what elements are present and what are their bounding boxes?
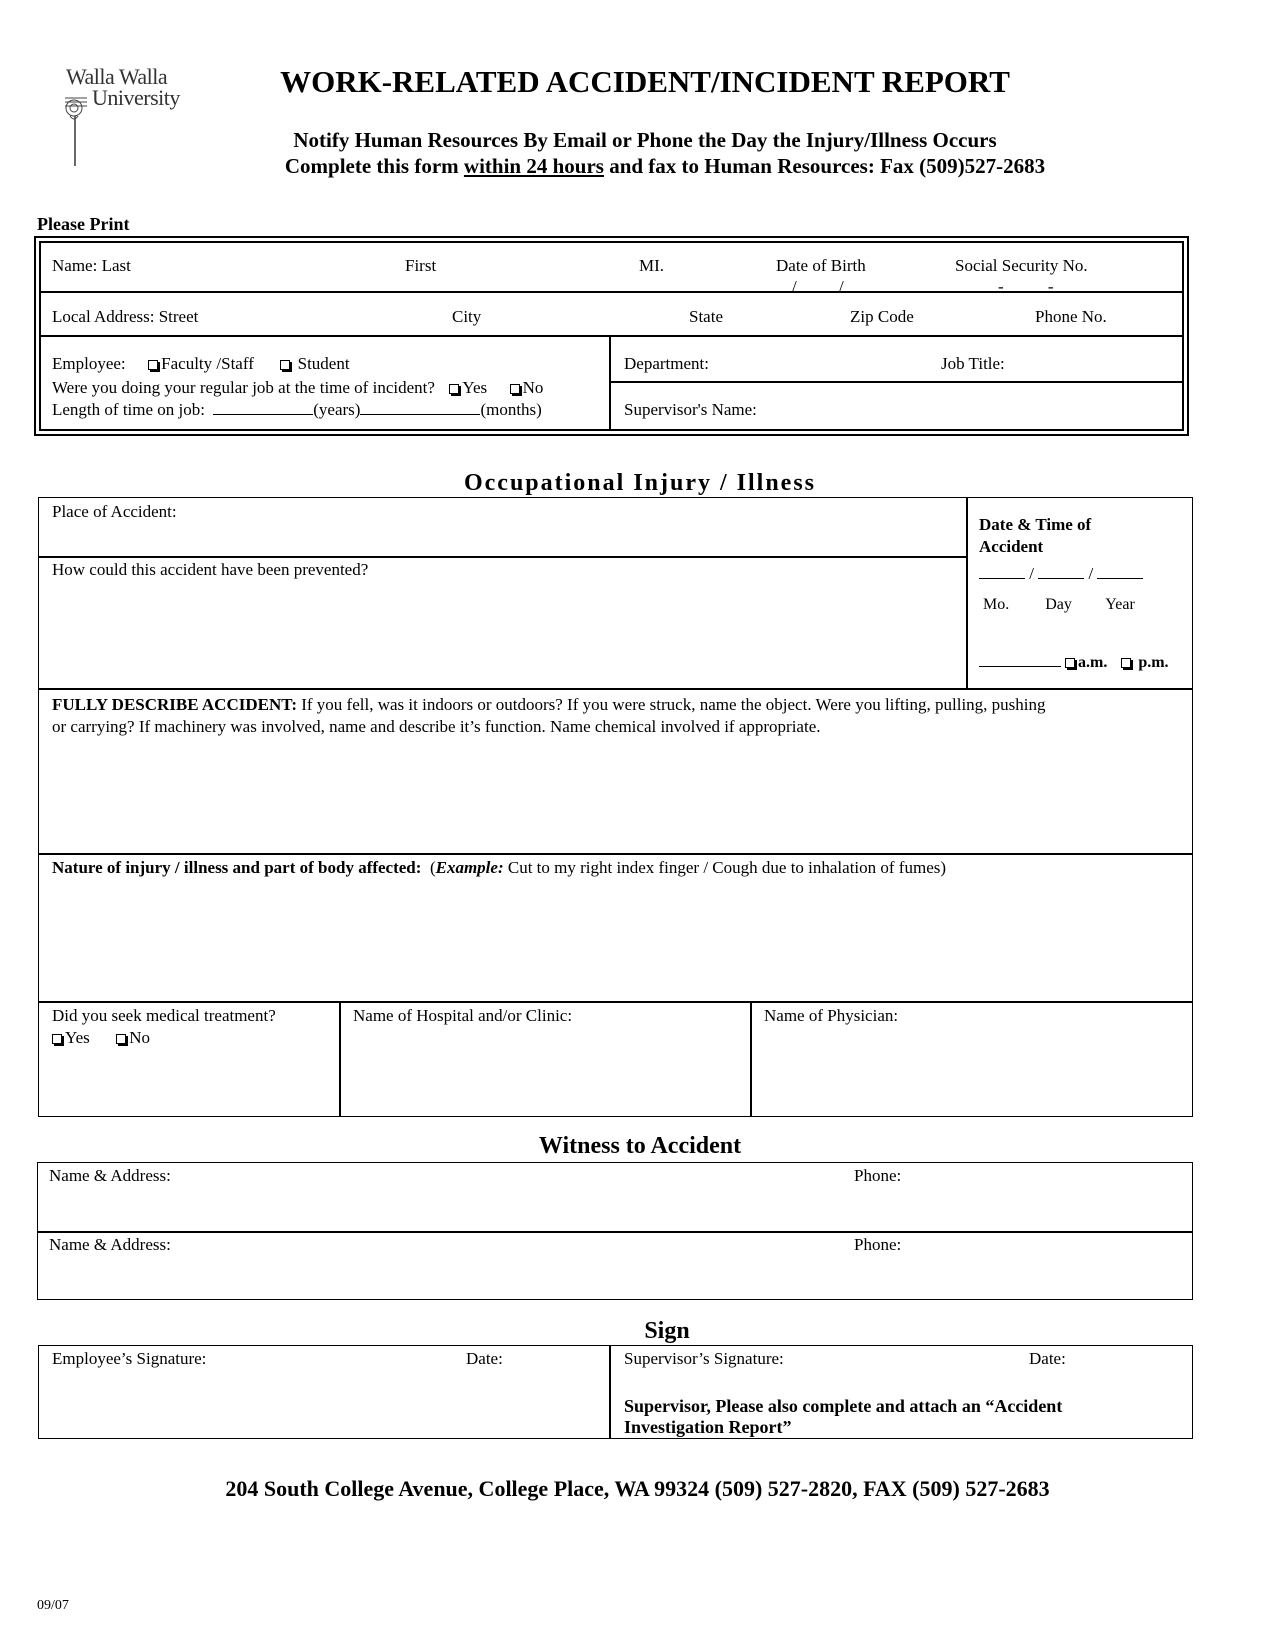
accident-time-row: [979, 652, 1169, 672]
describe-accident-field[interactable]: [52, 694, 1182, 738]
describe-accident-label: FULLY DESCRIBE ACCIDENT:: [52, 695, 297, 714]
divider: [609, 1345, 611, 1439]
medical-treatment-options: [52, 1028, 150, 1048]
nature-of-injury-field[interactable]: Nature of injury / illness and part of body affected: (Example: Cut to my right index finger / Cough due to inhalation of fumes): [52, 858, 947, 877]
nature-of-injury-label: Nature of injury / illness and part of body affected:: [52, 858, 422, 877]
medical-no-checkbox[interactable]: [116, 1034, 126, 1044]
dob-separators: / /: [792, 277, 844, 296]
date-part-labels: [983, 596, 1135, 614]
occupational-heading: Occupational Injury / Illness: [463, 470, 817, 496]
year-label: Year: [1105, 596, 1135, 613]
logo-line1: Walla Walla: [66, 64, 168, 89]
medical-yes-label: Yes: [65, 1028, 90, 1047]
regular-job-no-checkbox[interactable]: [510, 384, 520, 394]
years-input[interactable]: [213, 400, 313, 415]
month-label: Mo.: [983, 596, 1010, 613]
complete-post: and fax to Human Resources: Fax (509)527-2683: [603, 154, 1046, 178]
sign-heading: Sign: [644, 1318, 690, 1344]
phone-number-field[interactable]: Phone No.: [1035, 307, 1107, 326]
divider: [38, 1001, 1193, 1003]
medical-no-label: No: [129, 1028, 151, 1047]
years-label: (years): [313, 400, 361, 419]
student-label: Student: [297, 354, 350, 373]
describe-accident-text-2: or carrying? If machinery was involved, name and describe it’s function. Name chemical involved if appropriate.: [52, 717, 821, 736]
complete-instruction: [220, 154, 1110, 179]
witness-heading: Witness to Accident: [538, 1133, 742, 1159]
ssn-field[interactable]: Social Security No.: [955, 256, 1088, 275]
date-of-birth-field[interactable]: Date of Birth: [776, 256, 866, 275]
prevention-field[interactable]: How could this accident have been prevented?: [52, 560, 369, 579]
nature-example-label: Example:: [435, 858, 504, 877]
supervisor-signature-field[interactable]: Supervisor’s Signature:: [624, 1349, 784, 1368]
employee-label: Employee:: [52, 354, 126, 373]
accident-time-input[interactable]: [979, 652, 1061, 667]
day-label: Day: [1045, 596, 1072, 613]
witness-1-name-address-field[interactable]: Name & Address:: [49, 1166, 171, 1185]
place-of-accident-field[interactable]: Place of Accident:: [52, 502, 177, 521]
page-title: WORK-RELATED ACCIDENT/INCIDENT REPORT: [280, 64, 1010, 99]
divider: [38, 556, 966, 558]
medical-treatment-question: Did you seek medical treatment?: [52, 1006, 276, 1025]
witness-2-name-address-field[interactable]: Name & Address:: [49, 1235, 171, 1254]
complete-emph: within 24 hours: [463, 154, 604, 178]
regular-job-yes-checkbox[interactable]: [449, 384, 459, 394]
divider: [609, 381, 1183, 383]
date-time-label-2: Accident: [979, 537, 1044, 556]
supervisor-name-field[interactable]: Supervisor's Name:: [624, 400, 757, 419]
divider: [966, 497, 968, 689]
please-print-label: Please Print: [37, 214, 130, 234]
length-label: Length of time on job:: [52, 400, 205, 419]
date-time-label-1: Date & Time of: [979, 515, 1092, 534]
zip-code-field[interactable]: Zip Code: [850, 307, 914, 326]
divider: [38, 853, 1193, 855]
logo-emblem-icon: [62, 86, 92, 186]
ssn-separators: - -: [998, 277, 1054, 296]
form-version: 09/07: [37, 1598, 69, 1613]
name-last-field[interactable]: Name: Last: [52, 256, 131, 275]
job-title-field[interactable]: Job Title:: [941, 354, 1005, 373]
university-logo: [60, 64, 200, 164]
regular-job-question: Were you doing your regular job at the time of incident?: [52, 378, 435, 397]
nature-example-text: Cut to my right index finger / Cough due to inhalation of fumes): [503, 858, 947, 877]
accident-year-input[interactable]: [1097, 564, 1143, 579]
supervisor-note: [624, 1396, 1062, 1438]
regular-job-no-label: No: [522, 378, 544, 397]
months-input[interactable]: [360, 400, 480, 415]
employee-signature-field[interactable]: Employee’s Signature:: [52, 1349, 207, 1368]
medical-yes-checkbox[interactable]: [52, 1034, 62, 1044]
regular-job-row: [52, 378, 543, 398]
faculty-staff-label: Faculty /Staff: [161, 354, 254, 373]
first-name-field[interactable]: First: [405, 256, 437, 275]
complete-pre: Complete this form: [284, 154, 464, 178]
months-label: (months): [480, 400, 542, 419]
middle-initial-field[interactable]: MI.: [639, 256, 665, 275]
state-field[interactable]: State: [689, 307, 723, 326]
department-field[interactable]: Department:: [624, 354, 709, 373]
employee-signature-date-field[interactable]: Date:: [466, 1349, 503, 1368]
am-label: a.m.: [1078, 654, 1108, 671]
accident-day-input[interactable]: [1038, 564, 1084, 579]
divider: [37, 1231, 1193, 1233]
physician-field[interactable]: Name of Physician:: [764, 1006, 899, 1025]
divider: [609, 335, 611, 430]
divider: [750, 1001, 752, 1117]
divider: [38, 688, 1193, 690]
witness-1-phone-field[interactable]: Phone:: [854, 1166, 902, 1185]
notify-instruction: Notify Human Resources By Email or Phone the Day the Injury/Illness Occurs: [293, 128, 997, 152]
footer-address: 204 South College Avenue, College Place, WA 99324 (509) 527-2820, FAX (509) 527-2683: [225, 1476, 1050, 1501]
faculty-staff-checkbox[interactable]: [148, 360, 158, 370]
city-field[interactable]: City: [452, 307, 482, 326]
divider: [40, 335, 1183, 337]
hospital-clinic-field[interactable]: Name of Hospital and/or Clinic:: [353, 1006, 573, 1025]
witness-2-phone-field[interactable]: Phone:: [854, 1235, 902, 1254]
regular-job-yes-label: Yes: [462, 378, 488, 397]
supervisor-note-line1: Supervisor, Please also complete and attach an “Accident: [624, 1396, 1063, 1416]
accident-date-row: / /: [979, 564, 1143, 584]
describe-accident-text-1: If you fell, was it indoors or outdoors? If you were struck, name the object. Were you lifting, pulling, pushing: [296, 695, 1046, 714]
logo-line2: University: [92, 85, 180, 110]
pm-checkbox[interactable]: [1121, 658, 1131, 668]
am-checkbox[interactable]: [1065, 658, 1075, 668]
supervisor-signature-date-field[interactable]: Date:: [1029, 1349, 1066, 1368]
accident-month-input[interactable]: [979, 564, 1025, 579]
pm-label: p.m.: [1138, 654, 1169, 671]
divider: [339, 1001, 341, 1117]
supervisor-note-line2: Investigation Report”: [624, 1417, 792, 1437]
street-address-field[interactable]: Local Address: Street: [52, 307, 199, 326]
length-of-time-row: [52, 400, 542, 420]
employee-type-row: [52, 354, 350, 374]
student-checkbox[interactable]: [280, 360, 290, 370]
